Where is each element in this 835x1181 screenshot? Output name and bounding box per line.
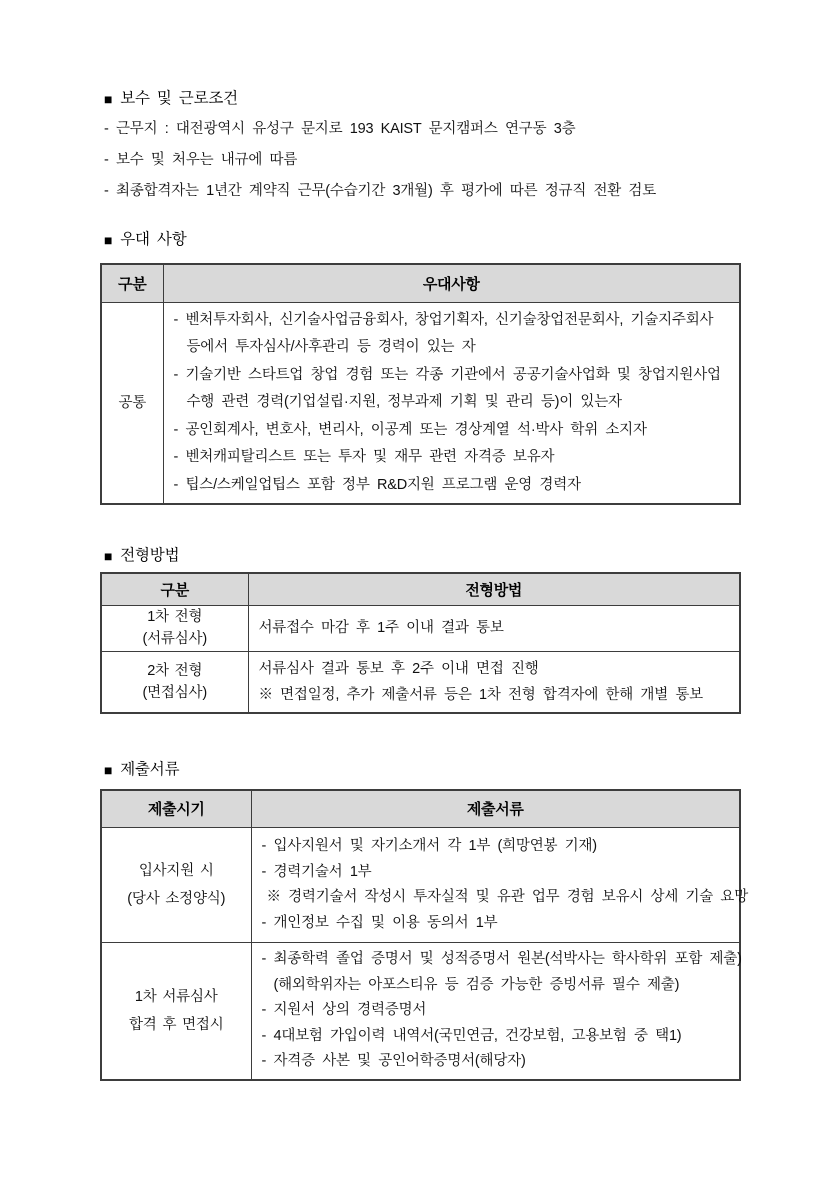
selection-row1-content: [248, 605, 740, 651]
documents-item-continuation: (해외학위자는 아포스티유 등 검증 가능한 증빙서류 필수 제출): [273, 976, 680, 993]
section-title-compensation: 보수 및 근로조건: [120, 90, 238, 107]
section-title-preference: 우대 사항: [120, 231, 187, 248]
documents-note-line: ※ 경력기술서 작성시 투자실적 및 유관 업무 경험 보유시 상세 기술 요망: [266, 889, 749, 905]
selection-col1-header: 구분: [101, 573, 248, 605]
table-header-row: [101, 790, 740, 828]
documents-col2-header: 제출서류: [251, 790, 740, 828]
label-line: 1차 전형: [147, 609, 203, 625]
square-bullet-icon: ■: [104, 548, 113, 564]
table-row: [101, 943, 740, 1080]
preference-item: - 기술기반 스타트업 창업 경험 또는 각종 기관에서 공공기술사업화 및 창업지원사업: [173, 366, 721, 383]
section-heading-documents: [100, 759, 741, 781]
documents-item: - 개인정보 수집 및 이용 동의서 1부: [261, 914, 498, 931]
documents-col1-header: 제출시기: [101, 790, 251, 828]
label-line: (면접심사): [142, 684, 207, 701]
preference-item: - 공인회계사, 변호사, 변리사, 이공계 또는 경상계열 석·박사 학위 소지자: [173, 421, 647, 438]
documents-table: [100, 789, 749, 1081]
selection-row1-label: [101, 605, 248, 651]
square-bullet-icon: ■: [104, 761, 113, 778]
compensation-lines: [100, 114, 741, 207]
compensation-line: - 보수 및 처우는 내규에 따름: [104, 152, 298, 168]
label-line: 2차 전형: [147, 662, 203, 679]
section-title-selection: 전형방법: [120, 547, 180, 564]
label-line: 입사지원 시: [138, 863, 214, 879]
label-line: 1차 서류심사: [134, 988, 218, 1005]
preference-row-label: 공통: [101, 302, 163, 504]
documents-item: - 4대보험 가입이력 내역서(국민연금, 건강보험, 고용보험 중 택1): [261, 1027, 682, 1044]
table-header-row: [101, 573, 740, 605]
square-bullet-icon: ■: [104, 232, 113, 248]
label-line: 합격 후 면접시: [129, 1016, 224, 1033]
table-row: [101, 828, 740, 943]
documents-item: - 자격증 사본 및 공인어학증명서(해당자): [261, 1053, 526, 1069]
preference-row-content: [163, 302, 740, 504]
selection-line: 서류접수 마감 후 1주 이내 결과 통보: [258, 620, 504, 636]
section-heading-selection: [100, 545, 741, 567]
documents-row2-label: [101, 943, 251, 1080]
label-line: (서류심사): [142, 631, 207, 647]
table-row: [101, 605, 740, 651]
documents-item: - 경력기술서 1부: [261, 863, 372, 880]
document-content: [100, 88, 749, 1081]
preference-item-continuation: 등에서 투자심사/사후관리 등 경력이 있는 자: [186, 339, 476, 355]
documents-row2-content: [251, 943, 740, 1080]
preference-item: - 벤처투자회사, 신기술사업금융회사, 창업기획자, 신기술창업전문회사, 기술지주회사: [173, 311, 714, 328]
preference-col1-header: 구분: [101, 264, 163, 302]
selection-row2-label: [101, 651, 248, 713]
selection-line: 서류심사 결과 통보 후 2주 이내 면접 진행: [258, 660, 539, 677]
documents-row1-label: [101, 828, 251, 943]
compensation-line: - 근무지 : 대전광역시 유성구 문지로 193 KAIST 문지캠퍼스 연구동 3층: [104, 121, 576, 137]
documents-item: - 입사지원서 및 자기소개서 각 1부 (희망연봉 기재): [261, 838, 597, 854]
documents-item: - 최종학력 졸업 증명서 및 성적증명서 원본(석박사는 학사학위 포함 제출): [261, 951, 742, 967]
section-heading-preference: [100, 229, 741, 251]
table-row: [101, 651, 740, 713]
selection-col2-header: 전형방법: [248, 573, 740, 605]
preference-item-continuation: 수행 관련 경력(기업설립·지원, 정부과제 기획 및 관리 등)이 있는자: [186, 394, 622, 410]
label-line: (당사 소정양식): [127, 891, 226, 907]
section-heading-compensation: [100, 88, 741, 110]
compensation-line: - 최종합격자는 1년간 계약직 근무(수습기간 3개월) 후 평가에 따른 정규직 전환 검토: [104, 183, 657, 199]
selection-table: [100, 572, 741, 714]
preference-table: [100, 263, 741, 505]
documents-row1-content: [251, 828, 749, 943]
square-bullet-icon: ■: [104, 91, 113, 107]
preference-item: - 벤처캐피탈리스트 또는 투자 및 재무 관련 자격증 보유자: [173, 449, 555, 465]
table-row: [101, 302, 740, 504]
selection-note-line: ※ 면접일정, 추가 제출서류 등은 1차 전형 합격자에 한해 개별 통보: [258, 686, 703, 703]
section-title-documents: 제출서류: [120, 760, 180, 778]
table-header-row: [101, 264, 740, 302]
documents-item: - 지원서 상의 경력증명서: [261, 1002, 427, 1018]
preference-item: - 팁스/스케일업팁스 포함 정부 R&D지원 프로그램 운영 경력자: [173, 476, 581, 493]
selection-row2-content: [248, 651, 740, 713]
preference-col2-header: 우대사항: [163, 264, 740, 302]
